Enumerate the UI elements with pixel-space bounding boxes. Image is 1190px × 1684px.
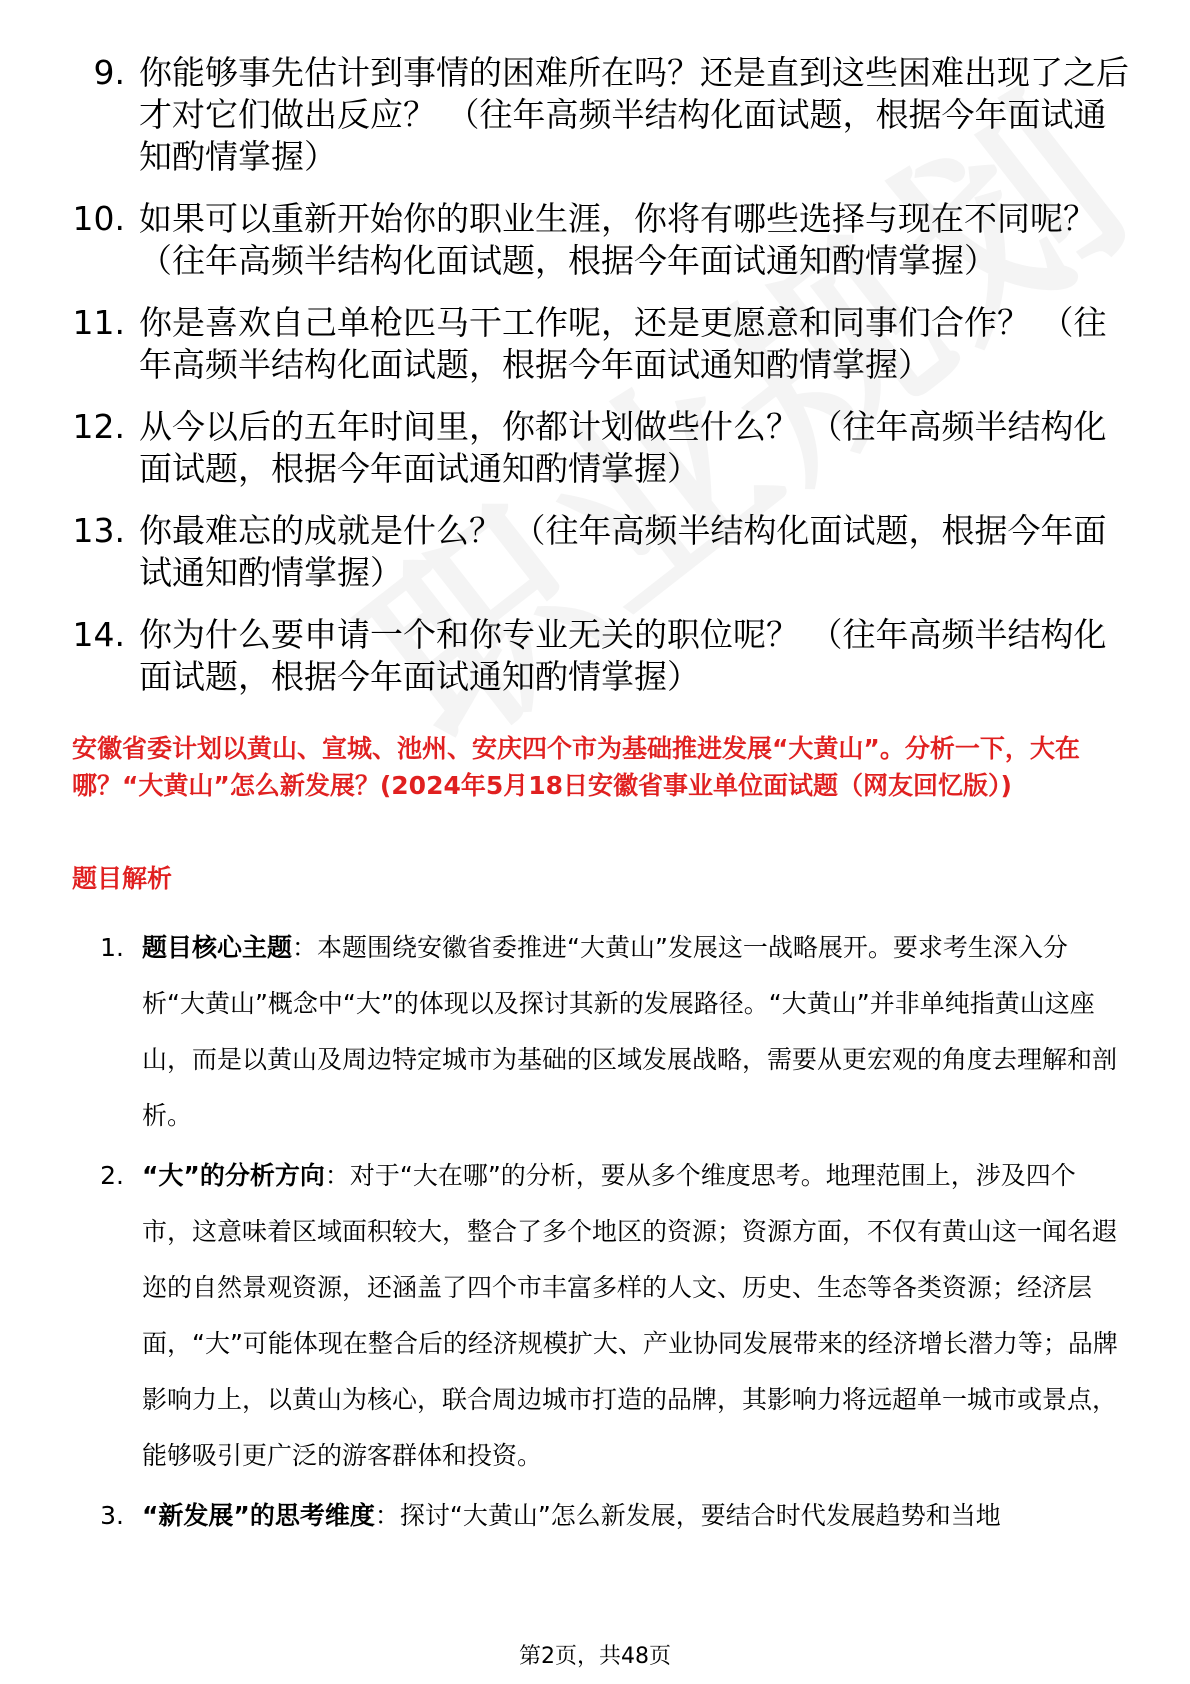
analysis-number: 2. [100, 1161, 124, 1190]
analysis-item [72, 1488, 1122, 1544]
question-number: 13. [72, 511, 125, 550]
analysis-text: ：对于“大在哪”的分析，要从多个维度思考。地理范围上，涉及四个市，这意味着区域面积较大，整合了多个地区的资源；资源方面，不仅有黄山这一闻名遐迩的自然景观资源，还涵盖了四个市丰富多样的人文、历史、生态等各类资源；经济层面，“大”可能体现在整合后的经济规模扩大、产业协同发展带来的经济增长潜力等；品牌影响力上，以黄山为核心，联合周边城市打造的品牌，其影响力将远超单一城市或景点，能够吸引更广泛的游客群体和投资。 [142, 1161, 1118, 1470]
question-item [55, 510, 1135, 594]
question-text: 如果可以重新开始你的职业生涯，你将有哪些选择与现在不同呢？ （往年高频半结构化面试题，根据今年面试通知酌情掌握） [139, 199, 1096, 280]
question-text: 你为什么要申请一个和你专业无关的职位呢？ （往年高频半结构化面试题，根据今年面试通知酌情掌握） [139, 615, 1107, 696]
analysis-body [142, 1488, 1122, 1544]
analysis-item [72, 920, 1122, 1144]
analysis-title: “大”的分析方向 [142, 1161, 325, 1190]
analysis-text: ：探讨“大黄山”怎么新发展，要结合时代发展趋势和当地 [374, 1501, 1001, 1530]
question-number: 11. [72, 303, 125, 342]
question-item [55, 614, 1135, 698]
question-list [55, 52, 1135, 718]
page-footer: 第2页，共48页 [519, 1644, 671, 1669]
analysis-number: 3. [100, 1501, 124, 1530]
analysis-heading: 题目解析 [72, 864, 173, 893]
question-item [55, 52, 1135, 178]
analysis-title: 题目核心主题 [142, 933, 293, 962]
analysis-title: “新发展”的思考维度 [142, 1501, 375, 1530]
question-text: 从今以后的五年时间里，你都计划做些什么？ （往年高频半结构化面试题，根据今年面试通知酌情掌握） [139, 407, 1107, 488]
question-number: 14. [72, 615, 125, 654]
analysis-list [72, 920, 1122, 1548]
question-text: 你是喜欢自己单枪匹马干工作呢，还是更愿意和同事们合作？ （往年高频半结构化面试题，根据今年面试通知酌情掌握） [139, 303, 1107, 384]
question-item [55, 406, 1135, 490]
analysis-body [142, 920, 1122, 1144]
question-number: 9. [93, 53, 125, 92]
analysis-item [72, 1148, 1122, 1484]
question-text: 你能够事先估计到事情的困难所在吗？还是直到这些困难出现了之后才对它们做出反应？ （往年高频半结构化面试题，根据今年面试通知酌情掌握） [139, 53, 1129, 176]
analysis-body [142, 1148, 1122, 1484]
featured-question: 安徽省委计划以黄山、宣城、池州、安庆四个市为基础推进发展“大黄山”。分析一下，大在哪？“大黄山”怎么新发展？(2024年5月18日安徽省事业单位面试题（网友回忆版）) [72, 734, 1080, 800]
question-number: 10. [72, 199, 125, 238]
analysis-text: ：本题围绕安徽省委推进“大黄山”发展这一战略展开。要求考生深入分析“大黄山”概念中“大”的体现以及探讨其新的发展路径。“大黄山”并非单纯指黄山这座山，而是以黄山及周边特定城市为基础的区域发展战略，需要从更宏观的角度去理解和剖析。 [142, 933, 1118, 1130]
question-item [55, 198, 1135, 282]
question-item [55, 302, 1135, 386]
question-number: 12. [72, 407, 125, 446]
analysis-number: 1. [100, 933, 124, 962]
question-text: 你最难忘的成就是什么？ （往年高频半结构化面试题，根据今年面试通知酌情掌握） [139, 511, 1107, 592]
